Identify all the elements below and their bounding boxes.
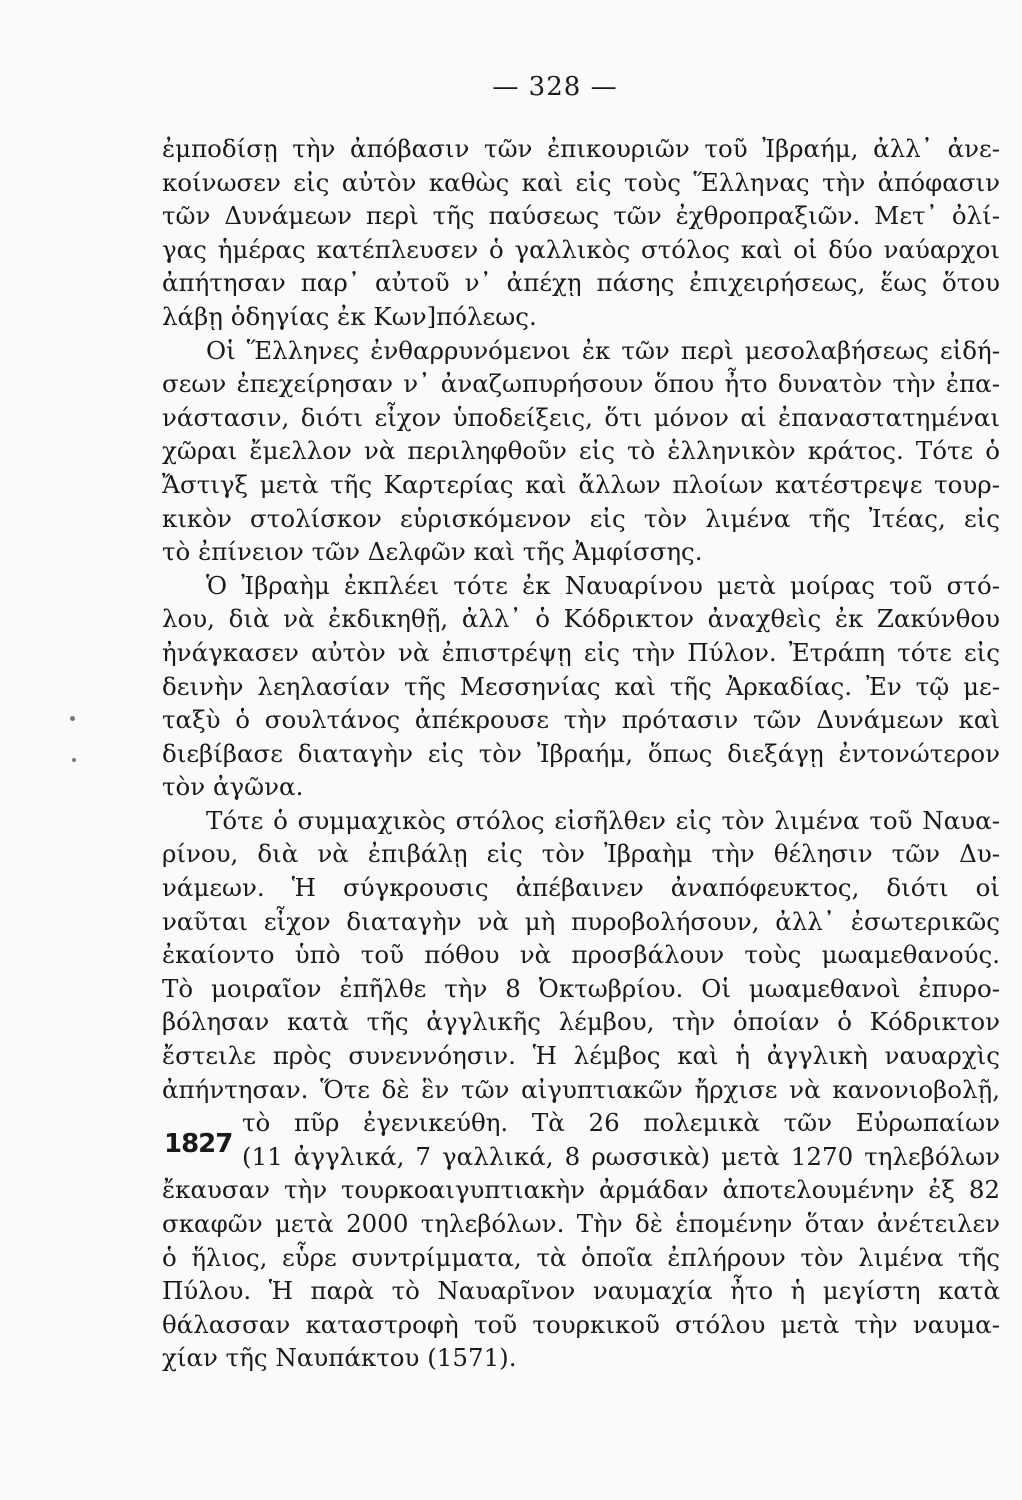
text-line: νάστασιν, διότι εἶχον ὑποδείξεις, ὅτι μόνον αἱ ἐπαναστατημέναι (162, 402, 1000, 432)
text-line: Ἄστιγξ μετὰ τῆς Καρτερίας καὶ ἄλλων πλοίων κατέστρεψε τουρ- (162, 469, 1000, 499)
text-line: κοίνωσεν εἰς αὐτὸν καθὼς καὶ εἰς τοὺς Ἕλληνας τὴν ἀπόφασιν (162, 167, 1000, 197)
paragraph-4 (162, 804, 1000, 1375)
scan-speck (70, 716, 75, 721)
text-line: ρίνου, διὰ νὰ ἐπιβάλῃ εἰς τὸν Ἰβραὴμ τὴν θέλησιν τῶν Δυ- (162, 839, 1000, 869)
text-line: χῶραι ἔμελλον νὰ περιληφθοῦν εἰς τὸ ἑλληνικὸν κράτος. Τότε ὁ (162, 436, 1000, 466)
paragraph-2 (162, 334, 1000, 569)
text-line: λάβῃ ὁδηγίας ἐκ Κων]πόλεως. (162, 301, 537, 331)
text-line: ἐκαίοντο ὑπὸ τοῦ πόθου νὰ προσβάλουν τοὺς μωαμεθανούς. (162, 940, 1000, 970)
text-line: ἔστειλε πρὸς συνεννόησιν. Ἡ λέμβος καὶ ἡ ἀγγλικὴ ναυαρχὶς (162, 1041, 1000, 1071)
text-line: Τὸ μοιραῖον ἐπῆλθε τὴν 8 Ὀκτωβρίου. Οἱ μωαμεθανοὶ ἐπυρο- (162, 973, 1000, 1003)
scan-speck (72, 758, 76, 762)
text-line: τῶν Δυνάμεων περὶ τῆς παύσεως τῶν ἐχθροπραξιῶν. Μετ᾽ ὀλί- (162, 201, 1000, 231)
text-line: νάμεων. Ἡ σύγκρουσις ἀπέβαινεν ἀναπόφευκτος, διότι οἱ (162, 873, 1000, 903)
paragraph-1 (162, 132, 1000, 334)
text-line: τὸν ἀγῶνα. (162, 772, 304, 802)
text-line: σεων ἐπεχείρησαν ν᾽ ἀναζωπυρήσουν ὅπου ἦτο δυνατὸν τὴν ἐπα- (162, 369, 1000, 399)
text-line: γας ἡμέρας κατέπλευσεν ὁ γαλλικὸς στόλος καὶ οἱ δύο ναύαρχοι (162, 234, 1000, 264)
text-line: ἀπήντησαν. Ὅτε δὲ ἓν τῶν αἰγυπτιακῶν ἤρχισε νὰ κανονιοβολῇ, (162, 1074, 1000, 1104)
body-text (162, 132, 1000, 1375)
text-line: Ὁ Ἰβραὴμ ἐκπλέει τότε ἐκ Ναυαρίνου μετὰ μοίρας τοῦ στό- (206, 570, 1000, 600)
text-line: διεβίβασε διαταγὴν εἰς τὸν Ἰβραήμ, ὅπως διεξάγῃ ἐντονώτερον (162, 738, 1000, 768)
text-line: χίαν τῆς Ναυπάκτου (1571). (162, 1343, 517, 1373)
paragraph-3 (162, 569, 1000, 804)
text-line: δεινὴν λεηλασίαν τῆς Μεσσηνίας καὶ τῆς Ἀρκαδίας. Ἐν τῷ με- (162, 671, 1000, 701)
text-line: Πύλου. Ἡ παρὰ τὸ Ναυαρῖνον ναυμαχία ἦτο ἡ μεγίστη κατὰ (162, 1276, 1000, 1306)
text-line: λου, διὰ νὰ ἐκδικηθῇ, ἀλλ᾽ ὁ Κόδρικτον ἀναχθεὶς ἐκ Ζακύνθου (162, 604, 1000, 634)
text-line: ἐμποδίσῃ τὴν ἀπόβασιν τῶν ἐπικουριῶν τοῦ Ἰβραήμ, ἀλλ᾽ ἀνε- (162, 134, 1000, 163)
text-line: ὁ ἥλιος, εὗρε συντρίμματα, τὰ ὁποῖα ἐπλήρουν τὸν λιμένα τῆς (162, 1242, 1000, 1272)
text-line: βόλησαν κατὰ τῆς ἀγγλικῆς λέμβου, τὴν ὁποίαν ὁ Κόδρικτον (162, 1007, 1000, 1037)
text-line: τὸ ἐπίνειον τῶν Δελφῶν καὶ τῆς Ἀμφίσσης. (162, 537, 703, 567)
text-line: ταξὺ ὁ σουλτάνος ἀπέκρουσε τὴν πρότασιν τῶν Δυνάμεων καὶ (162, 705, 1000, 735)
text-line: ἀπήτησαν παρ᾽ αὐτοῦ ν᾽ ἀπέχῃ πάσης ἐπιχειρήσεως, ἕως ὅτου (162, 268, 1000, 298)
text-line: ἠνάγκασεν αὐτὸν νὰ ἐπιστρέψῃ εἰς τὴν Πύλον. Ἐτράπη τότε εἰς (162, 637, 1000, 667)
text-line: ναῦται εἶχον διαταγὴν νὰ μὴ πυροβολήσουν, ἀλλ᾽ ἐσωτερικῶς (162, 906, 1000, 936)
text-line: θάλασσαν καταστροφὴ τοῦ τουρκικοῦ στόλου μετὰ τὴν ναυμα- (162, 1309, 1000, 1339)
text-line: τὸ πῦρ ἐγενικεύθη. Τὰ 26 πολεμικὰ τῶν Εὐρωπαίων (242, 1108, 1000, 1138)
text-line: Οἱ Ἕλληνες ἐνθαρρυνόμενοι ἐκ τῶν περὶ μεσολαβήσεως εἰδή- (206, 335, 1000, 365)
margin-year-note: 1827 (164, 1129, 233, 1159)
text-line: ἔκαυσαν τὴν τουρκοαιγυπτιακὴν ἀρμάδαν ἀποτελουμένην ἐξ 82 (162, 1175, 1000, 1205)
text-line: (11 ἀγγλικά, 7 γαλλικά, 8 ρωσσικὰ) μετὰ 1270 τηλεβόλων (242, 1141, 1000, 1171)
text-line: Τότε ὁ συμμαχικὸς στόλος εἰσῆλθεν εἰς τὸν λιμένα τοῦ Ναυα- (206, 805, 1000, 835)
page-number: — 328 — (492, 72, 618, 102)
text-line: κικὸν στολίσκον εὑρισκόμενον εἰς τὸν λιμένα τῆς Ἰτέας, εἰς (162, 503, 1000, 533)
text-line: σκαφῶν μετὰ 2000 τηλεβόλων. Τὴν δὲ ἑπομένην ὅταν ἀνέτειλεν (162, 1209, 1000, 1238)
